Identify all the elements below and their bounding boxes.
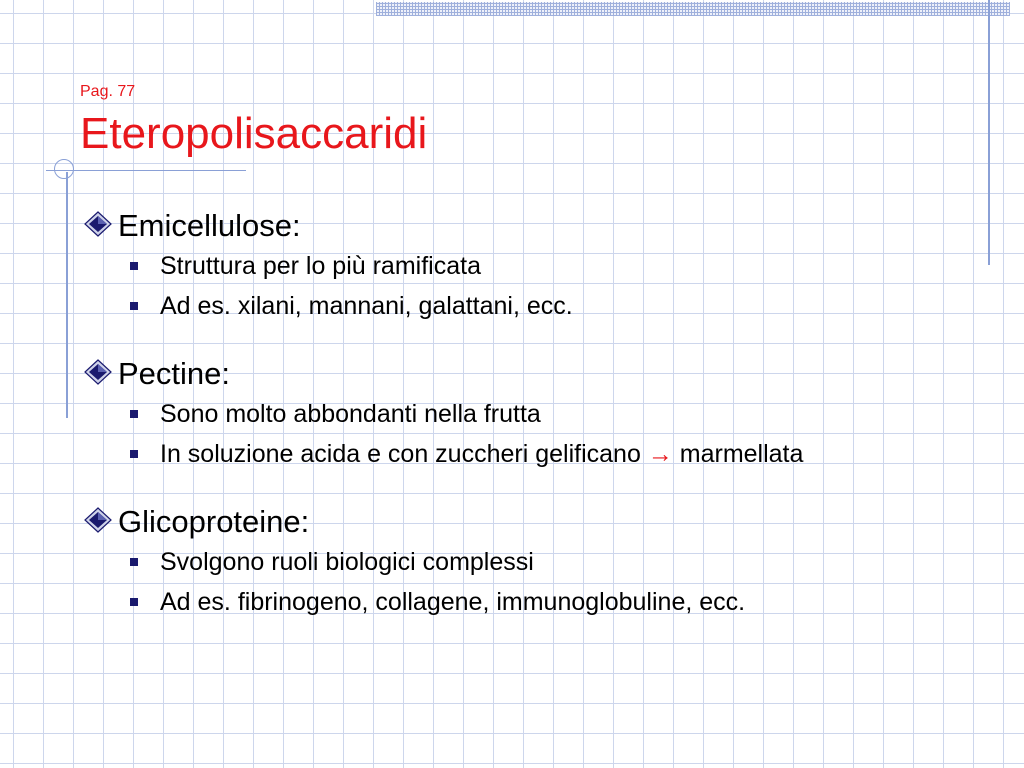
bullet-text: Struttura per lo più ramificata bbox=[160, 251, 481, 280]
square-bullet-icon bbox=[130, 302, 138, 310]
decorative-vertical-line-right bbox=[988, 0, 990, 265]
bullet-text bbox=[160, 440, 803, 469]
crosshair-circle-icon bbox=[54, 159, 74, 179]
section-heading-row bbox=[82, 208, 573, 244]
page-label: Pag. 77 bbox=[80, 83, 136, 100]
bullet-list bbox=[130, 246, 573, 326]
slide-title: Eteropolisaccaridi bbox=[80, 109, 428, 158]
bullet-text: Ad es. xilani, mannani, galattani, ecc. bbox=[160, 291, 573, 320]
section-heading-row bbox=[82, 356, 803, 392]
section-heading: Glicoproteine: bbox=[118, 504, 310, 539]
square-bullet-icon bbox=[130, 410, 138, 418]
section-heading-row bbox=[82, 504, 745, 540]
decorative-top-band bbox=[376, 2, 1010, 16]
list-item bbox=[130, 434, 803, 474]
section-glicoproteine bbox=[82, 504, 745, 622]
list-item bbox=[130, 394, 803, 434]
decorative-horizontal-line bbox=[46, 170, 246, 171]
diamond-icon bbox=[82, 359, 116, 389]
square-bullet-icon bbox=[130, 450, 138, 458]
bullet-text-after-arrow: marmellata bbox=[679, 439, 804, 468]
square-bullet-icon bbox=[130, 598, 138, 606]
section-heading: Emicellulose: bbox=[118, 208, 301, 243]
bullet-text: Svolgono ruoli biologici complessi bbox=[160, 547, 534, 576]
bullet-text: Ad es. fibrinogeno, collagene, immunoglobuline, ecc. bbox=[160, 587, 746, 616]
list-item bbox=[130, 542, 745, 582]
arrow-icon: → bbox=[647, 439, 673, 468]
list-item bbox=[130, 286, 573, 326]
bullet-list bbox=[130, 542, 745, 622]
decorative-vertical-line-left bbox=[66, 172, 68, 418]
diamond-icon bbox=[82, 211, 116, 241]
section-emicellulose bbox=[82, 208, 573, 326]
square-bullet-icon bbox=[130, 262, 138, 270]
bullet-text-before-arrow: In soluzione acida e con zuccheri gelificano bbox=[160, 439, 641, 468]
list-item bbox=[130, 582, 745, 622]
square-bullet-icon bbox=[130, 558, 138, 566]
diamond-icon bbox=[82, 507, 116, 537]
list-item bbox=[130, 246, 573, 286]
section-heading: Pectine: bbox=[118, 356, 231, 391]
bullet-list bbox=[130, 394, 803, 474]
bullet-text: Sono molto abbondanti nella frutta bbox=[160, 399, 541, 428]
section-pectine bbox=[82, 356, 803, 474]
